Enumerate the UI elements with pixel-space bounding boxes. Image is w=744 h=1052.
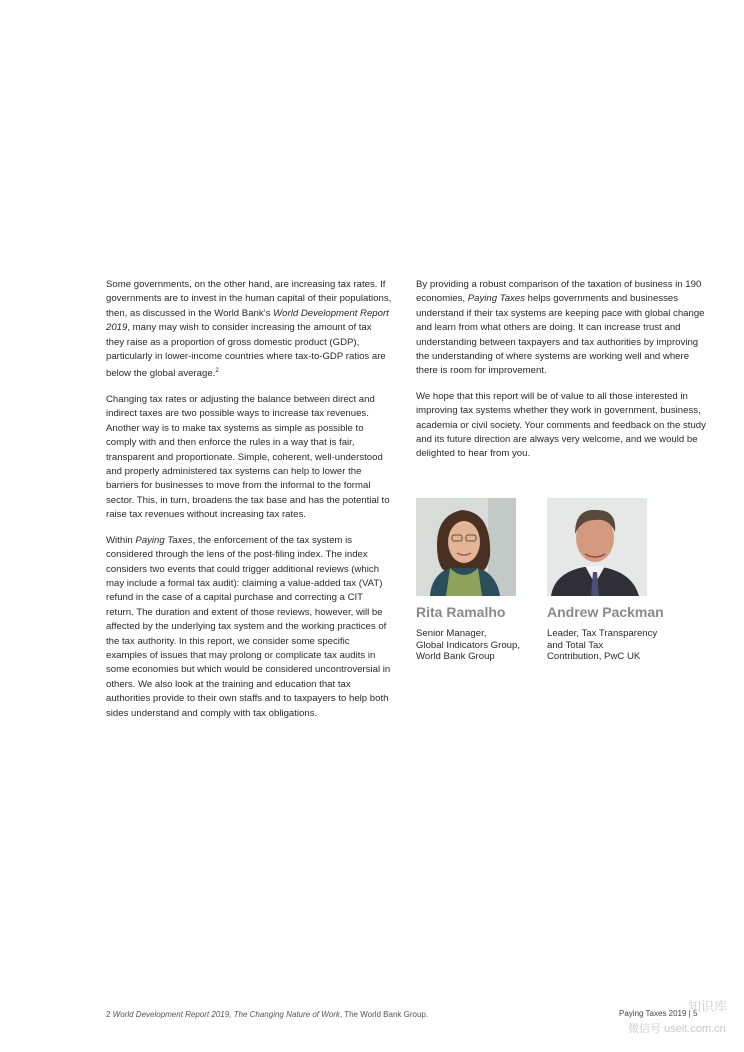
person-role <box>547 628 677 663</box>
text-span: Some governments, on the other hand, are increasing tax rates. If governments are to invest in the human capital of their populations, then, as discussed in the World Bank’s <box>106 279 392 319</box>
right-paragraph-2: We hope that this report will be of value to all those interested in improving tax systems whether they work in government, business, academia or civil society. Your comments and feedback on the study and its future direction are always very welcome, and we would be delighted to hear from you. <box>416 390 706 460</box>
text-span: By providing a robust comparison of the taxation of business in 190 economies, <box>416 279 702 305</box>
person-name: Rita Ramalho <box>416 604 506 620</box>
page-footer: Paying Taxes 2019 | 5 <box>619 1009 698 1018</box>
person-role <box>416 628 546 663</box>
text-span: , the enforcement of the tax system is considered through the lens of the post-filing index. The index considers two events that could trigger additional reviews (which may include a formal tax audit): claiming a value-added tax (VAT) refund in the case of a capital purchase and correcting a CIT return. The duration and extent of those reviews, however, will be affected by the underlying tax system and the working practices of the tax authority. In this report, we consider some specific examples of issues that may prolong or complicate tax audits in some economies but which would be considered uncontroversial in others. We also look at the training and education that tax authorities provide to their own staffs and to taxpayers to help both sides understand and comply with tax obligations. <box>106 534 391 719</box>
watermark-logo-text: 知识库 <box>688 999 728 1014</box>
right-paragraph-1 <box>416 278 712 379</box>
person-name: Andrew Packman <box>547 604 664 620</box>
role-line: Global Indicators Group, <box>416 639 520 651</box>
left-paragraph-2: Changing tax rates or adjusting the balance between direct and indirect taxes are two possible ways to increase tax revenues. Another way is to make tax systems as simple as possible to comply with and then enforce the rules in a way that is fair, transparent and proportionate. Simple, coherent, well-understood and properly administered tax systems can help to lower the barriers for businesses to move from the informal to the formal sector. This, in turn, broadens the tax base and has the potential to raise tax revenues without increasing tax rates. <box>106 394 390 521</box>
role-line: and Total Tax <box>547 639 604 651</box>
role-line: Contribution, PwC UK <box>547 651 641 663</box>
text-span: helps governments and businesses understand if their tax systems are keeping pace with global change and learn from what others are doing. It can increase trust and understanding between taxpayers and tax authorities by improving the understanding of where systems are working well and where there is room for improvement. <box>416 293 705 377</box>
watermark-id: 微信号 useit.com.cn <box>628 1023 726 1035</box>
portrait-photo <box>416 498 516 596</box>
footnote-title: World Development Report 2019, The Changing Nature of Work <box>112 1010 340 1019</box>
person-card-andrew <box>547 498 677 663</box>
left-paragraph-3 <box>106 534 392 721</box>
portrait-photo <box>547 498 647 596</box>
left-column <box>106 278 392 732</box>
report-name: Paying Taxes <box>135 534 193 546</box>
footnote-ref: 2 <box>215 368 219 375</box>
right-column <box>416 278 712 473</box>
footnote <box>106 1010 428 1019</box>
role-line: Leader, Tax Transparency <box>547 628 658 639</box>
role-line: Senior Manager, <box>416 628 487 639</box>
text-span: , many may wish to consider increasing the amount of tax they raise as a proportion of gross domestic product (GDP), particularly in lower-income countries where tax-to-GDP ratios are below the global average. <box>106 322 386 380</box>
text-span: Within <box>106 534 136 546</box>
footnote-number: 2 <box>106 1010 113 1019</box>
report-title: World Development Report 2019 <box>106 307 389 334</box>
person-card-rita <box>416 498 546 663</box>
footnote-publisher: , The World Bank Group. <box>339 1010 429 1019</box>
left-paragraph-1 <box>106 278 392 382</box>
role-line: World Bank Group <box>416 651 495 663</box>
report-name: Paying Taxes <box>467 293 525 305</box>
